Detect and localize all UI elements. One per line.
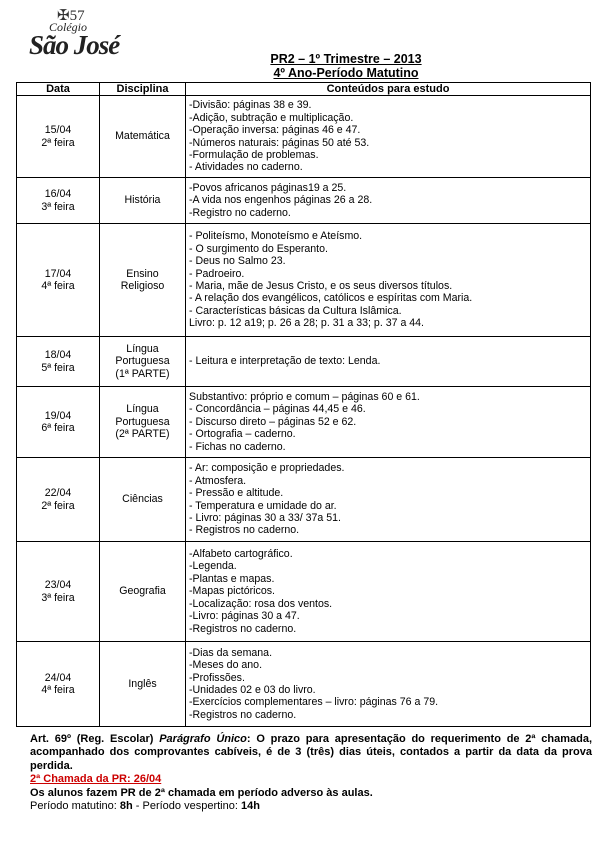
- subject-cell: [100, 642, 186, 727]
- content-cell: [186, 458, 591, 542]
- content-line: - Concordância – páginas 44,45 e 46.: [189, 403, 366, 416]
- date-cell: [17, 96, 100, 178]
- content-line: - Politeísmo, Monoteísmo e Ateísmo.: [189, 230, 363, 243]
- subject-name-line: História: [124, 194, 161, 207]
- content-line: - Livro: páginas 30 a 33/ 37a 51.: [189, 511, 341, 524]
- date-cell: [17, 337, 100, 387]
- date-cell: [17, 178, 100, 224]
- date-cell: [17, 642, 100, 727]
- content-line: - Atmosfera.: [189, 474, 247, 487]
- content-line: -Profissões.: [189, 671, 245, 684]
- content-line: -Plantas e mapas.: [189, 572, 275, 585]
- weekday-value: 2ª feira: [41, 499, 75, 512]
- content-line: Livro: p. 12 a19; p. 26 a 28; p. 31 a 33; p. 37 a 44.: [189, 317, 425, 330]
- table-row: [17, 224, 591, 337]
- subject-name-line: Portuguesa: [115, 415, 170, 428]
- content-line: - A relação dos evangélicos, católicos e espíritas com Maria.: [189, 292, 473, 305]
- weekday-value: 3ª feira: [41, 200, 75, 213]
- subject-cell: [100, 178, 186, 224]
- content-line: -Unidades 02 e 03 do livro.: [189, 684, 316, 696]
- date-value: 18/04: [44, 349, 72, 362]
- weekday-value: 6ª feira: [41, 422, 75, 434]
- content-line: -Formulação de problemas.: [189, 148, 319, 161]
- subject-name-line: (2ª PARTE): [115, 428, 170, 441]
- content-line: - Ortografia – caderno.: [189, 428, 296, 441]
- regulation-note: Art. 69º (Reg. Escolar) Parágrafo Único: O prazo para apresentação do requerimento de 2ª chamada, acompanhado dos comprovantes cabíveis, é de 3 (três) dias úteis, contados a partir da data da prova perdida.: [30, 733, 593, 772]
- subject-name-line: Língua: [126, 403, 159, 416]
- page-subtitle: 4º Ano-Período Matutino: [273, 66, 419, 80]
- date-value: 16/04: [44, 188, 72, 201]
- date-cell: [17, 458, 100, 542]
- table-row: [17, 337, 591, 387]
- page-title: PR2 – 1º Trimestre – 2013: [270, 52, 422, 66]
- content-line: -Meses do ano.: [189, 659, 263, 672]
- table-row: [17, 642, 591, 727]
- content-line: - Características básicas da Cultura Islâmica.: [189, 304, 402, 317]
- subject-name-line: Geografia: [119, 585, 166, 598]
- content-line: -Registros no caderno.: [189, 622, 297, 635]
- content-cell: [186, 642, 591, 727]
- table-row: [17, 178, 591, 224]
- content-line: -Números naturais: páginas 50 até 53.: [189, 136, 370, 149]
- subject-name-line: Portuguesa: [115, 355, 170, 368]
- weekday-value: 4ª feira: [41, 280, 75, 292]
- subject-cell: [100, 337, 186, 387]
- logo-line-1: Colégio: [49, 20, 87, 34]
- date-cell: [17, 387, 100, 458]
- date-value: 24/04: [44, 671, 72, 684]
- date-cell: [17, 224, 100, 337]
- date-value: 15/04: [44, 124, 72, 137]
- content-cell: [186, 96, 591, 178]
- content-line: - O surgimento do Esperanto.: [189, 242, 328, 255]
- weekday-value: 4ª feira: [41, 684, 75, 696]
- table-row: [17, 458, 591, 542]
- content-line: -Povos africanos páginas19 a 25.: [189, 181, 347, 194]
- subject-name-line: Matemática: [115, 130, 170, 143]
- date-value: 23/04: [44, 579, 72, 592]
- content-line: - Registros no caderno.: [189, 524, 300, 537]
- date-cell: [17, 542, 100, 642]
- exam-schedule-table: [16, 82, 591, 727]
- subject-name-line: Ensino: [126, 267, 159, 280]
- crest-icon: ✠57: [57, 8, 85, 24]
- subject-name-line: Inglês: [128, 677, 157, 690]
- table-row: [17, 542, 591, 642]
- content-line: Substantivo: próprio e comum – páginas 60 e 61.: [189, 390, 420, 403]
- subject-name-line: Língua: [126, 342, 159, 355]
- weekday-value: 5ª feira: [41, 361, 75, 374]
- content-line: - Padroeiro.: [189, 267, 245, 280]
- content-line: -Mapas pictóricos.: [189, 585, 275, 598]
- header-subject: Disciplina: [100, 83, 186, 96]
- content-line: -Exercícios complementares – livro: páginas 76 a 79.: [189, 696, 439, 709]
- table-header-row: [17, 83, 591, 96]
- header-content: Conteúdos para estudo: [186, 83, 591, 96]
- subject-cell: [100, 542, 186, 642]
- content-line: -Registros no caderno.: [189, 708, 297, 721]
- content-line: - Pressão e altitude.: [189, 487, 284, 500]
- content-line: - Atividades no caderno.: [189, 161, 303, 174]
- content-line: - Fichas no caderno.: [189, 440, 286, 453]
- content-line: -Dias da semana.: [189, 646, 273, 659]
- subject-cell: [100, 224, 186, 337]
- subject-cell: [100, 96, 186, 178]
- content-line: -Adição, subtração e multiplicação.: [189, 111, 354, 124]
- subject-name-line: Religioso: [120, 280, 165, 292]
- content-line: -Localização: rosa dos ventos.: [189, 597, 333, 610]
- subject-cell: [100, 458, 186, 542]
- content-cell: [186, 224, 591, 337]
- subject-name-line: (1ª PARTE): [115, 367, 170, 380]
- content-cell: [186, 337, 591, 387]
- content-line: - Ar: composição e propriedades.: [189, 462, 345, 475]
- content-line: -Operação inversa: páginas 46 e 47.: [189, 124, 361, 137]
- content-line: - Leitura e interpretação de texto: Lenda.: [189, 355, 381, 368]
- second-call-date: 2ª Chamada da PR: 26/04: [30, 773, 162, 786]
- content-line: - Discurso direto – páginas 52 e 62.: [189, 415, 357, 428]
- content-line: -Legenda.: [189, 560, 237, 573]
- date-value: 17/04: [44, 267, 72, 280]
- adverse-period-note: Os alunos fazem PR de 2ª chamada em período adverso às aulas.: [30, 786, 373, 799]
- schedule-times: Período matutino: 8h - Período vespertino: 14h: [30, 800, 260, 813]
- weekday-value: 3ª feira: [41, 591, 75, 604]
- content-line: -A vida nos engenhos páginas 26 a 28.: [189, 194, 373, 207]
- header-date: Data: [17, 83, 100, 96]
- weekday-value: 2ª feira: [41, 136, 75, 149]
- table-row: [17, 96, 591, 178]
- content-line: - Maria, mãe de Jesus Cristo, e os seus diversos títulos.: [189, 280, 453, 292]
- content-cell: [186, 178, 591, 224]
- content-line: -Livro: páginas 30 a 47.: [189, 610, 300, 623]
- table-row: [17, 387, 591, 458]
- subject-cell: [100, 387, 186, 458]
- notes-section: [30, 733, 592, 813]
- date-value: 22/04: [44, 487, 72, 500]
- content-line: -Registro no caderno.: [189, 206, 291, 219]
- content-line: - Deus no Salmo 23.: [189, 255, 286, 268]
- date-value: 19/04: [44, 409, 72, 422]
- content-cell: [186, 387, 591, 458]
- content-cell: [186, 542, 591, 642]
- content-line: -Alfabeto cartográfico.: [189, 548, 293, 561]
- content-line: -Divisão: páginas 38 e 39.: [189, 99, 312, 112]
- logo-line-2: São José: [29, 30, 120, 60]
- content-line: - Temperatura e umidade do ar.: [189, 499, 337, 512]
- subject-name-line: Ciências: [122, 493, 163, 506]
